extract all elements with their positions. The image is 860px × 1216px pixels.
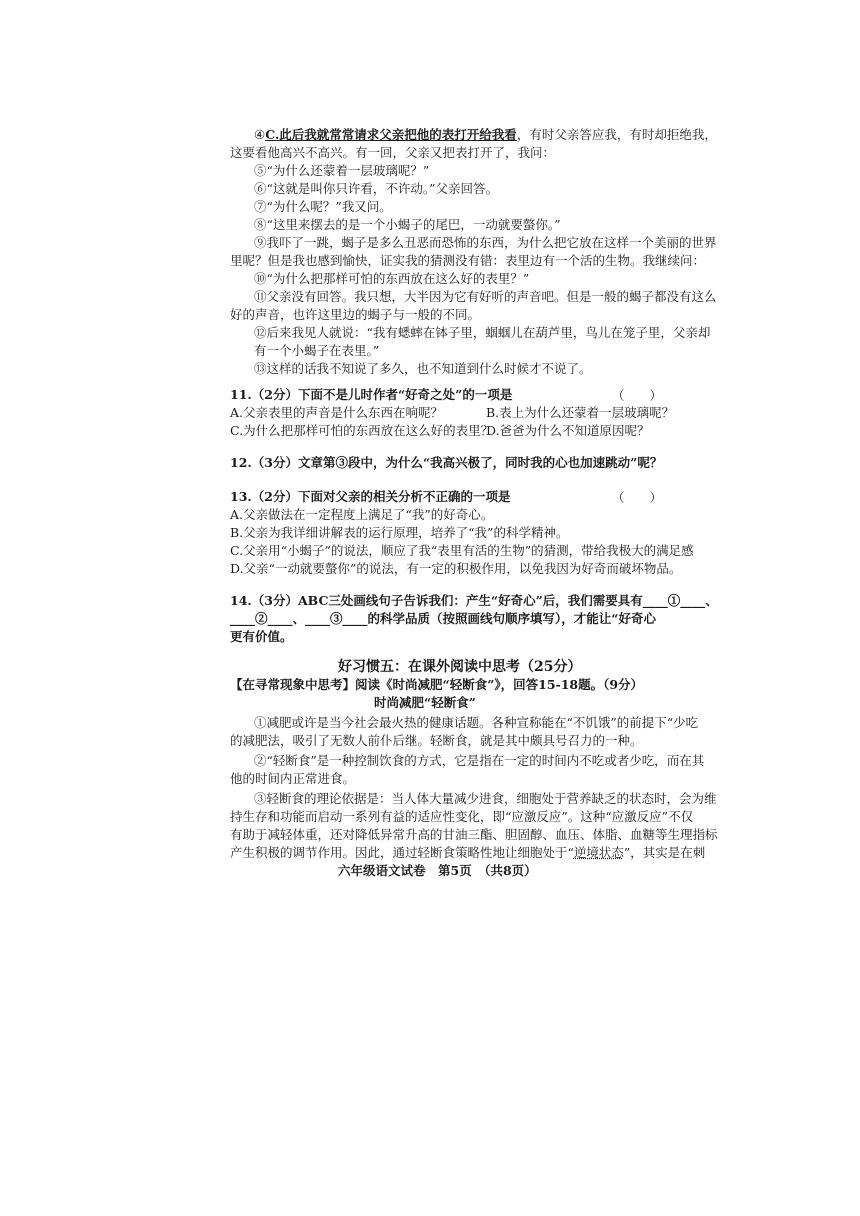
- question-13-answer-paren: （ ）: [612, 490, 663, 505]
- story-paragraph-9: ⑨我吓了一跳，蝎子是多么丑恶而恐怖的东西，为什么把它放在这样一个美丽的世界: [254, 235, 717, 250]
- question-13-option-b: B.父亲为我详细讲解表的运行原理，培养了“我”的科学精神。: [230, 525, 569, 540]
- story-paragraph-11-line2: 好的声音，也许这里边的蝎子与一般的不同。: [230, 307, 481, 322]
- emphasis-dotted-text: 逆境状态: [573, 845, 624, 860]
- story-paragraph-12: ⑫后来我见人就说：“我有蟋蟀在钵子里，蝈蝈儿在葫芦里，鸟儿在笼子里，父亲却: [254, 325, 711, 340]
- question-11-option-b: B.表上为什么还蒙着一层玻璃呢？: [486, 405, 675, 420]
- story-paragraph-6: ⑥“这就是叫你只许看，不许动。”父亲回答。: [254, 181, 499, 196]
- question-13-option-d: D.父亲“一动就要螫你”的说法，有一定的积极作用，以免我因为好奇而破坏物品。: [230, 561, 682, 576]
- story-paragraph-4: ④C.此后我就常常请求父亲把他的表打开给我看，有时父亲答应我，有时却拒绝我，: [254, 127, 717, 142]
- question-14-line1: 14.（3分）ABC三处画线句子告诉我们：产生“好奇心”后，我们需要具有____①____、: [230, 593, 718, 608]
- question-14-line3: 更有价值。: [230, 629, 293, 644]
- question-11-option-d: D.爸爸为什么不知道原因呢？: [486, 423, 650, 438]
- question-13-option-a: A.父亲做法在一定程度上满足了“我”的好奇心。: [230, 507, 494, 522]
- story-paragraph-11: ⑪父亲没有回答。我只想，大半因为它有好听的声音吧。但是一般的蝎子都没有这么: [254, 289, 717, 304]
- article-paragraph-1: ①减肥或许是当今社会最火热的健康话题。各种宣称能在“不饥饿”的前提下“少吃: [254, 715, 699, 730]
- underlined-sentence-c: C.此后我就常常请求父亲把他的表打开给我看: [265, 127, 517, 142]
- article-title: 时尚减肥“轻断食”: [374, 695, 476, 710]
- story-paragraph-4-line2: 这要看他高兴不高兴。有一回，父亲又把表打开了，我问：: [230, 145, 556, 160]
- question-13-stem: 13.（2分）下面对父亲的相关分析不正确的一项是: [230, 489, 511, 504]
- section-5-heading: 好习惯五：在课外阅读中思考（25分）: [338, 659, 582, 675]
- page-footer: 六年级语文试卷 第5页 （共8页）: [338, 863, 537, 878]
- article-paragraph-1-line2: 的减肥法，吸引了无数人前仆后继。轻断食，就是其中颇具号召力的一种。: [230, 733, 643, 748]
- story-paragraph-9-line2: 里呢？但是我也感到愉快，证实我的猜测没有错：表里边有一个活的生物。我继续问：: [230, 253, 706, 268]
- question-11-answer-paren: （ ）: [612, 388, 663, 403]
- question-11-option-c: C.为什么把那样可怕的东西放在这么好的表里？: [230, 423, 494, 438]
- article-paragraph-3-line3: 有助于减轻体重，还对降低异常升高的甘油三酯、胆固醇、血压、体脂、血糖等生理指标: [230, 827, 718, 842]
- section-5-intro: 【在寻常现象中思考】阅读《时尚减肥“轻断食”》，回答15-18题。（9分）: [230, 677, 644, 692]
- question-13-option-c: C.父亲用“小蝎子”的说法，顺应了我“表里有活的生物”的猜测，带给我极大的满足感: [230, 543, 694, 558]
- story-paragraph-5: ⑤“为什么还蒙着一层玻璃呢？”: [254, 163, 430, 178]
- article-paragraph-3-line4: 产生积极的调节作用。因此，通过轻断食策略性地让细胞处于“逆境状态”，其实是在刺: [230, 845, 706, 860]
- story-paragraph-10: ⑩“为什么把那样可怕的东西放在这么好的表里？”: [254, 271, 530, 286]
- paragraph-number: ④: [254, 127, 266, 142]
- article-paragraph-2-line2: 他的时间内正常进食。: [230, 771, 356, 786]
- article-paragraph-3-line2: 持生存和功能而启动一系列有益的适应性变化，即“应激反应”。这种“应激反应”不仅: [230, 809, 694, 824]
- question-14-line2: ____②____、____③____的科学品质（按照画线句顺序填写），才能让“好奇心: [230, 611, 656, 626]
- article-paragraph-3: ③轻断食的理论依据是：当人体大量减少进食，细胞处于营养缺乏的状态时，会为维: [254, 791, 717, 806]
- story-paragraph-12-line2: 有一个小蝎子在表里。”: [254, 343, 380, 358]
- question-12-stem: 12.（3分）文章第③段中，为什么“我高兴极了，同时我的心也加速跳动”呢？: [230, 455, 663, 470]
- page-content: [226, 120, 718, 880]
- story-paragraph-8: ⑧“这里来摆去的是一个小蝎子的尾巴，一动就要螫你。”: [254, 217, 561, 232]
- question-11-stem: 11.（2分）下面不是儿时作者“好奇之处”的一项是: [230, 387, 513, 402]
- story-paragraph-13: ⑬这样的话我不知说了多久，也不知道到什么时候才不说了。: [254, 361, 592, 376]
- question-11-option-a: A.父亲表里的声音是什么东西在响呢？: [230, 405, 444, 420]
- story-paragraph-7: ⑦“为什么呢？”我又问。: [254, 199, 392, 214]
- article-paragraph-2: ②“轻断食”是一种控制饮食的方式，它是指在一定的时间内不吃或者少吃，而在其: [254, 753, 705, 768]
